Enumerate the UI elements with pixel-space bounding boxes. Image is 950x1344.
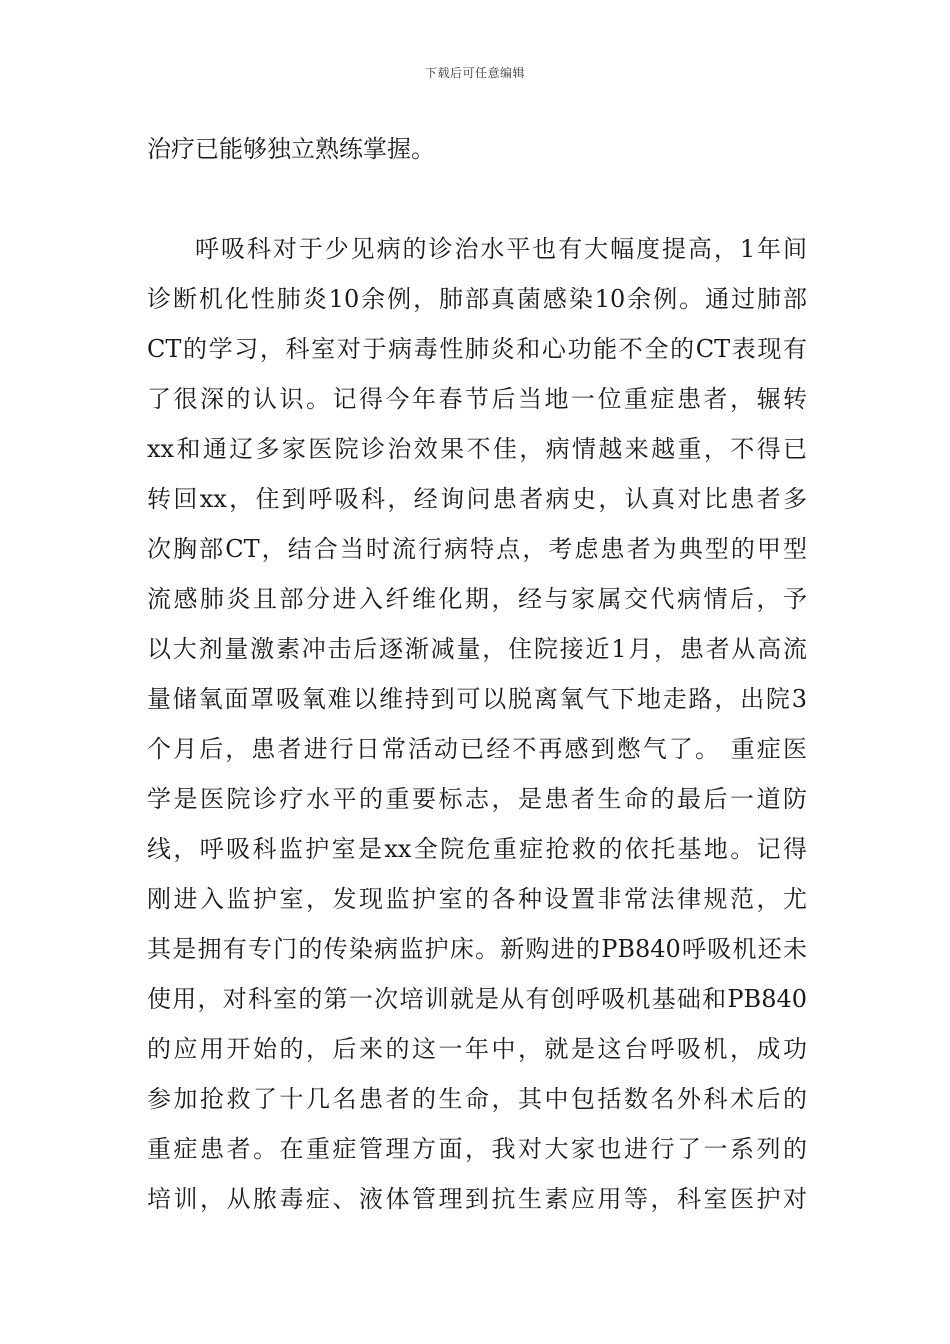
text-line: 重症患者。在重症管理方面，我对大家也进行了一系列的: [147, 1135, 807, 1163]
text-line: 的应用开始的，后来的这一年中，就是这台呼吸机，成功: [147, 1035, 807, 1063]
text-line: 培训，从脓毒症、液体管理到抗生素应用等，科室医护对: [147, 1185, 807, 1213]
text-line: 流感肺炎且部分进入纤维化期，经与家属交代病情后，予: [147, 585, 807, 613]
text-line: 学是医院诊疗水平的重要标志，是患者生命的最后一道防: [147, 785, 807, 813]
text-line: 了很深的认识。记得今年春节后当地一位重症患者，辗转: [147, 385, 807, 413]
page-header: 下载后可任意编辑: [424, 66, 525, 80]
text-line: 转回xx，住到呼吸科，经询问患者病史，认真对比患者多: [147, 485, 807, 513]
text-line: 线，呼吸科监护室是xx全院危重症抢救的依托基地。记得: [147, 835, 807, 863]
text-line: 其是拥有专门的传染病监护床。新购进的PB840呼吸机还未: [147, 935, 807, 963]
text-line: xx和通辽多家医院诊治效果不佳，病情越来越重，不得已: [147, 435, 807, 463]
text-line: 量储氧面罩吸氧难以维持到可以脱离氧气下地走路，出院3: [147, 685, 807, 713]
text-line: 呼吸科对于少见病的诊治水平也有大幅度提高，1年间: [195, 235, 807, 263]
text-line: 个月后，患者进行日常活动已经不再感到憋气了。 重症医: [147, 735, 807, 763]
paragraph-1: [147, 124, 807, 174]
text-line: 治疗已能够独立熟练掌握。: [147, 135, 435, 163]
text-line: 刚进入监护室，发现监护室的各种设置非常法律规范，尤: [147, 885, 807, 913]
text-line: 次胸部CT，结合当时流行病特点，考虑患者为典型的甲型: [147, 535, 807, 563]
text-line: 诊断机化性肺炎10余例，肺部真菌感染10余例。通过肺部: [147, 285, 807, 313]
paragraph-2: [147, 224, 807, 1224]
text-line: CT的学习，科室对于病毒性肺炎和心功能不全的CT表现有: [147, 335, 807, 363]
text-line: 以大剂量激素冲击后逐渐减量，住院接近1月，患者从高流: [147, 635, 807, 663]
text-line: 使用，对科室的第一次培训就是从有创呼吸机基础和PB840: [147, 985, 807, 1013]
text-line: 参加抢救了十几名患者的生命，其中包括数名外科术后的: [147, 1085, 807, 1113]
